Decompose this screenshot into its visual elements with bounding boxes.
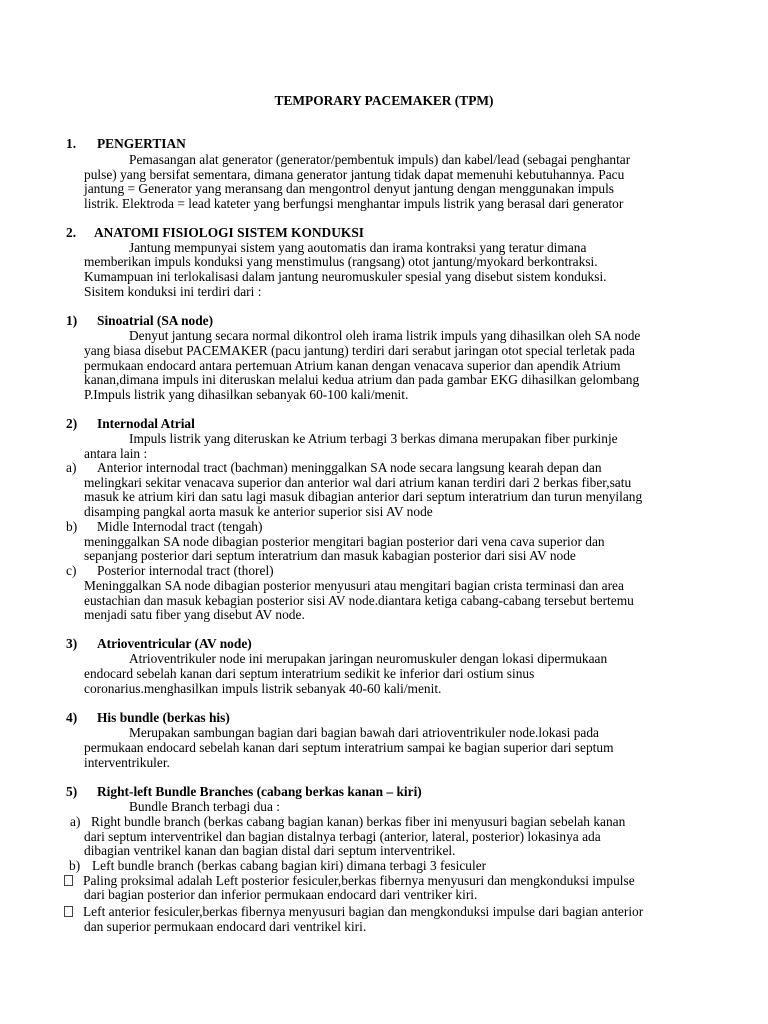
- sub-item-label: c): [66, 563, 77, 578]
- paragraph-line: antara lain :: [84, 446, 148, 461]
- paragraph-line: Atrioventrikuler node ini merupakan jaringan neuromuskuler dengan lokasi dipermukaan: [129, 651, 608, 666]
- paragraph-line: coronarius.menghasilkan impuls listrik sebanyak 40-60 kali/menit.: [84, 681, 442, 696]
- document-title: TEMPORARY PACEMAKER (TPM): [274, 93, 494, 108]
- paragraph-line: Kumampuan ini terlokalisasi dalam jantung neuromuskuler spesial yang disebut sistem konduksi.: [84, 269, 607, 284]
- sub-item-label: a): [70, 814, 81, 829]
- paragraph-line: Left bundle branch (berkas cabang bagian kiri) dimana terbagi 3 fesiculer: [92, 858, 487, 873]
- paragraph-line: disamping pangkal aorta masuk ke anterior superior sisi AV node: [84, 504, 433, 519]
- paragraph-line: Jantung mempunyai sistem yang aoutomatis dan irama kontraksi yang teratur dimana: [129, 240, 587, 255]
- paragraph-line: Midle Internodal tract (tengah): [97, 519, 263, 534]
- paragraph-line: endocard sebelah kanan dari septum interatrium sedikit ke inferior dari ostium sinus: [84, 666, 535, 681]
- paragraph-line: kanan,dimana impuls ini diteruskan melalui kedua atrium dan pada gambar EKG dihasilkan gelombang: [84, 372, 640, 387]
- bullet-line: Left anterior fesiculer,berkas fibernya menyusuri bagian dan mengkonduksi impulse dari bagian anterior: [83, 904, 644, 919]
- item-number: 4): [66, 710, 78, 725]
- item-heading-internodal: Internodal Atrial: [97, 416, 195, 431]
- paragraph-line: dari septum interventrikel dan bagian distalnya terbagi (anterior, lateral, posterior) lokasinya ada: [84, 829, 601, 844]
- paragraph-line: P.Impuls listrik yang dihasilkan sebanyak 60-100 kali/menit.: [84, 387, 409, 402]
- bullet-box-icon: [64, 904, 73, 919]
- sub-item-label: b): [69, 858, 81, 873]
- paragraph-line: Pemasangan alat generator (generator/pembentuk impuls) dan kabel/lead (sebagai penghantar: [129, 152, 631, 167]
- paragraph-line: Right bundle branch (berkas cabang bagian kanan) berkas fiber ini menyusuri bagian sebelah kanan: [91, 814, 626, 829]
- section-heading-pengertian: PENGERTIAN: [97, 136, 186, 151]
- paragraph-line: Denyut jantung secara normal dikontrol oleh irama listrik impuls yang dihasilkan oleh SA node: [129, 328, 641, 343]
- section-number: 1.: [66, 136, 77, 151]
- paragraph-line: menjadi satu fiber yang disebut AV node.: [84, 607, 305, 622]
- item-number: 5): [66, 784, 78, 799]
- paragraph-line: listrik. Elektroda = lead kateter yang berfungsi menghantar impuls listrik yang berasal dari generator: [84, 196, 624, 211]
- paragraph-line: Merupakan sambungan bagian dari bagian bawah dari atrioventrikuler node.lokasi pada: [129, 725, 599, 740]
- paragraph-line: Posterior internodal tract (thorel): [97, 563, 274, 578]
- paragraph-line: meninggalkan SA node dibagian posterior mengitari bagian posterior dari vena cava superior dan: [84, 534, 605, 549]
- paragraph-line: yang biasa disebut PACEMAKER (pacu jantung) terdiri dari serabut jaringan otot special terletak pada: [84, 343, 635, 358]
- section-heading-anatomi: ANATOMI FISIOLOGI SISTEM KONDUKSI: [94, 225, 364, 240]
- item-heading-sinoatrial: Sinoatrial (SA node): [97, 313, 214, 328]
- bullet-line: dari bagian posterior dan inferior permukaan endocard dari ventriker kiri.: [84, 887, 478, 902]
- item-heading-atrioventricular: Atrioventricular (AV node): [97, 636, 252, 651]
- paragraph-line: Bundle Branch terbagi dua :: [129, 799, 280, 814]
- paragraph-line: eustachian dan masuk kebagian posterior sisi AV node.diantara ketiga cabang-cabang tersebut bertemu: [84, 593, 634, 608]
- item-heading-bundle-branches: Right-left Bundle Branches (cabang berkas kanan – kiri): [97, 784, 422, 799]
- paragraph-line: Impuls listrik yang diteruskan ke Atrium terbagi 3 berkas dimana merupakan fiber purkinje: [129, 431, 618, 446]
- paragraph-line: Anterior internodal tract (bachman) meninggalkan SA node secara langsung kearah depan dan: [97, 460, 602, 475]
- item-heading-his-bundle: His bundle (berkas his): [97, 710, 230, 725]
- section-number: 2.: [66, 225, 77, 240]
- paragraph-line: Sisitem konduksi ini terdiri dari :: [84, 284, 262, 299]
- paragraph-line: melingkari sekitar venacava superior dan anterior wal dari atrium kanan terdiri dari 2 berkas fiber,satu: [84, 475, 632, 490]
- item-number: 3): [66, 636, 78, 651]
- paragraph-line: masuk ke atrium kiri dan satu lagi masuk dibagian anterior dari septum interatrium dan turun menyilang: [84, 489, 643, 504]
- paragraph-line: Meninggalkan SA node dibagian posterior menyusuri atau mengitari bagian crista terminasi dan area: [84, 578, 624, 593]
- paragraph-line: permukaan endocard antara pertemuan Atrium kanan dengan venacava superior dan apendik Atrium: [84, 358, 621, 373]
- bullet-box-icon: [64, 873, 73, 888]
- paragraph-line: interventrikuler.: [84, 755, 170, 770]
- paragraph-line: sepanjang posterior dari septum interatrium dan masuk kabagian posterior dari sisi AV node: [84, 548, 576, 563]
- paragraph-line: memberikan impuls konduksi yang menstimulus (rangsang) otot jantung/myokard berkontraksi.: [84, 254, 598, 269]
- paragraph-line: permukaan endocard sebelah kanan dari septum interatrium sampai ke bagian superior dari septum: [84, 740, 614, 755]
- paragraph-line: dibagian ventrikel kanan dan bagian distal dari septum interventrikel.: [84, 843, 456, 858]
- bullet-line: dan superior permukaan endocard dari ventrikel kiri.: [84, 919, 367, 934]
- sub-item-label: b): [66, 519, 78, 534]
- item-number: 1): [66, 313, 78, 328]
- item-number: 2): [66, 416, 78, 431]
- paragraph-line: pulse) yang bersifat sementara, dimana generator jantung tidak dapat memenuhi kebutuhannya. Pacu: [84, 167, 625, 182]
- bullet-line: Paling proksimal adalah Left posterior fesiculer,berkas fibernya menyusuri dan mengkonduksi impulse: [83, 873, 635, 888]
- sub-item-label: a): [66, 460, 77, 475]
- paragraph-line: jantung = Generator yang meransang dan mengontrol denyut jantung dengan menggunakan impuls: [84, 181, 615, 196]
